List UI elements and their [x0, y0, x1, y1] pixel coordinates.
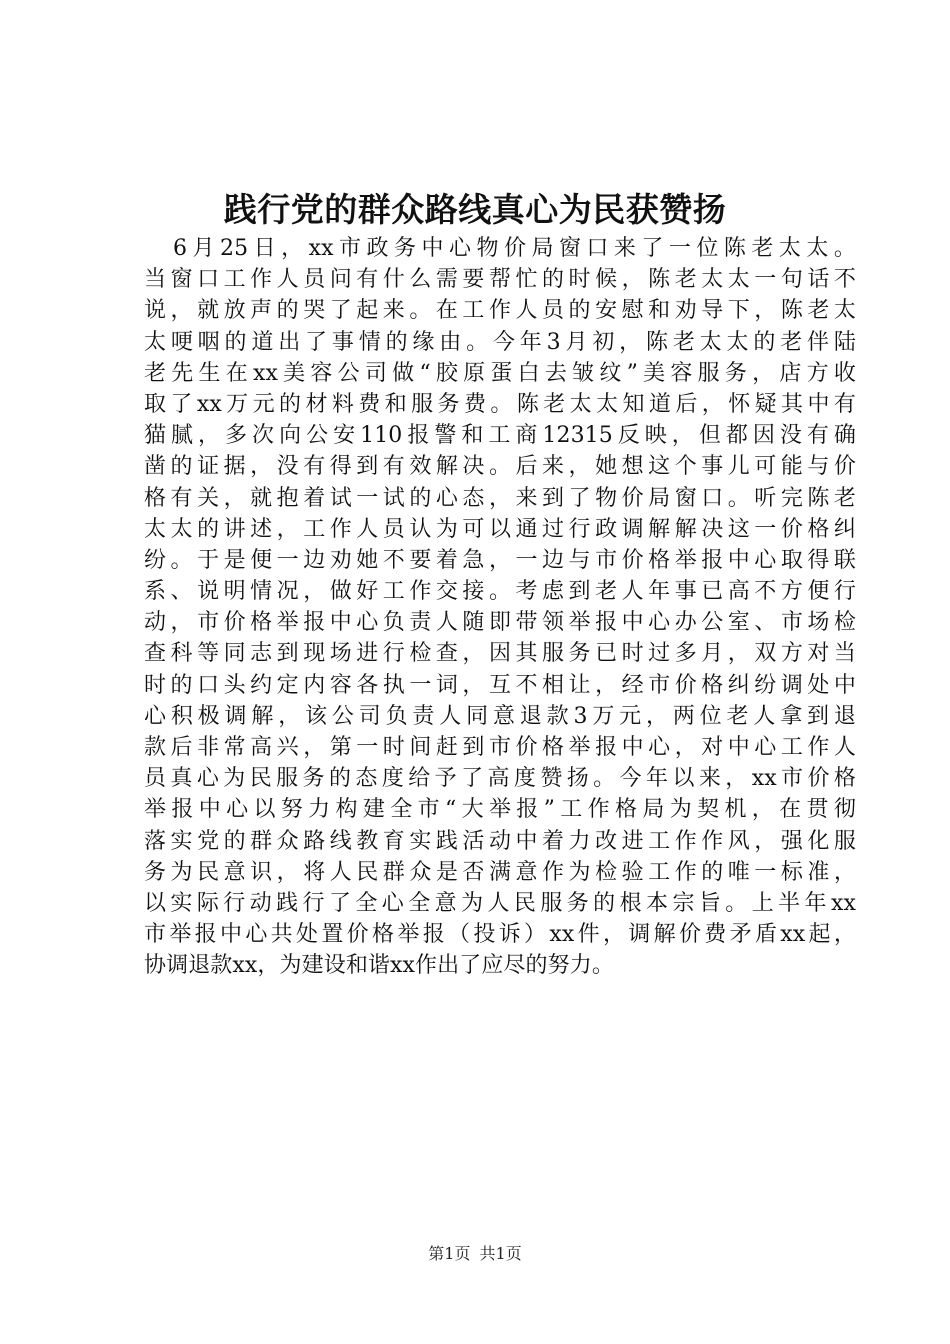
body-line: 系、说明情况，做好工作交接。考虑到老人年事已高不方便行: [144, 579, 856, 605]
body-line: 纷。于是便一边劝她不要着急，一边与市价格举报中心取得联: [144, 547, 856, 573]
body-line: 款后非常高兴，第一时间赶到市价格举报中心，对中心工作人: [144, 735, 856, 760]
document-body: [144, 233, 856, 982]
body-line: 查科等同志到现场进行检查，因其服务已时过多月，双方对当: [144, 641, 856, 667]
body-line: 说，就放声的哭了起来。在工作人员的安慰和劝导下，陈老太: [144, 298, 856, 324]
body-line: 员真心为民服务的态度给予了高度赞扬。今年以来，xx市价格: [144, 766, 856, 792]
body-line: 老先生在xx美容公司做“胶原蛋白去皱纹”美容服务，店方收: [144, 360, 856, 386]
body-line: 时的口头约定内容各执一词，互不相让，经市价格纠纷调处中: [144, 672, 856, 698]
body-line: 太太的讲述，工作人员认为可以通过行政调解解决这一价格纠: [144, 516, 856, 542]
body-line: 取了xx万元的材料费和服务费。陈老太太知道后，怀疑其中有: [144, 391, 856, 417]
body-line: 务为民意识，将人民群众是否满意作为检验工作的唯一标准，: [144, 859, 856, 885]
body-line: 猫腻，多次向公安110报警和工商12315反映，但都因没有确: [144, 423, 856, 449]
body-line: 凿的证据，没有得到有效解决。后来，她想这个事儿可能与价: [144, 454, 856, 480]
page-number: 第1页: [428, 1244, 471, 1263]
body-line: 心积极调解，该公司负责人同意退款3万元，两位老人拿到退: [144, 703, 856, 729]
page-total: 共1页: [479, 1244, 522, 1263]
body-line: 动，市价格举报中心负责人随即带领举报中心办公室、市场检: [144, 610, 856, 636]
body-line: 落实党的群众路线教育实践活动中着力改进工作作风，强化服: [144, 828, 856, 854]
body-line: 太哽咽的道出了事情的缘由。今年3月初，陈老太太的老伴陆: [144, 329, 856, 355]
body-line: 举报中心以努力构建全市“大举报”工作格局为契机，在贯彻: [144, 797, 856, 823]
body-line: 协调退款xx，为建设和谐xx作出了应尽的努力。: [144, 953, 614, 979]
body-line: 以实际行动践行了全心全意为人民服务的根本宗旨。上半年xx: [144, 890, 856, 916]
body-line: 市举报中心共处置价格举报（投诉）xx件，调解价费矛盾xx起，: [144, 922, 856, 948]
document-title: 践行党的群众路线真心为民获赞扬: [223, 190, 727, 229]
body-line: 格有关，就抱着试一试的心态，来到了物价局窗口。听完陈老: [144, 485, 856, 511]
body-line: 6月25日，xx市政务中心物价局窗口来了一位陈老太太。: [173, 236, 856, 261]
page-footer: [0, 1243, 950, 1265]
body-line: 当窗口工作人员问有什么需要帮忙的时候，陈老太太一句话不: [144, 267, 856, 293]
